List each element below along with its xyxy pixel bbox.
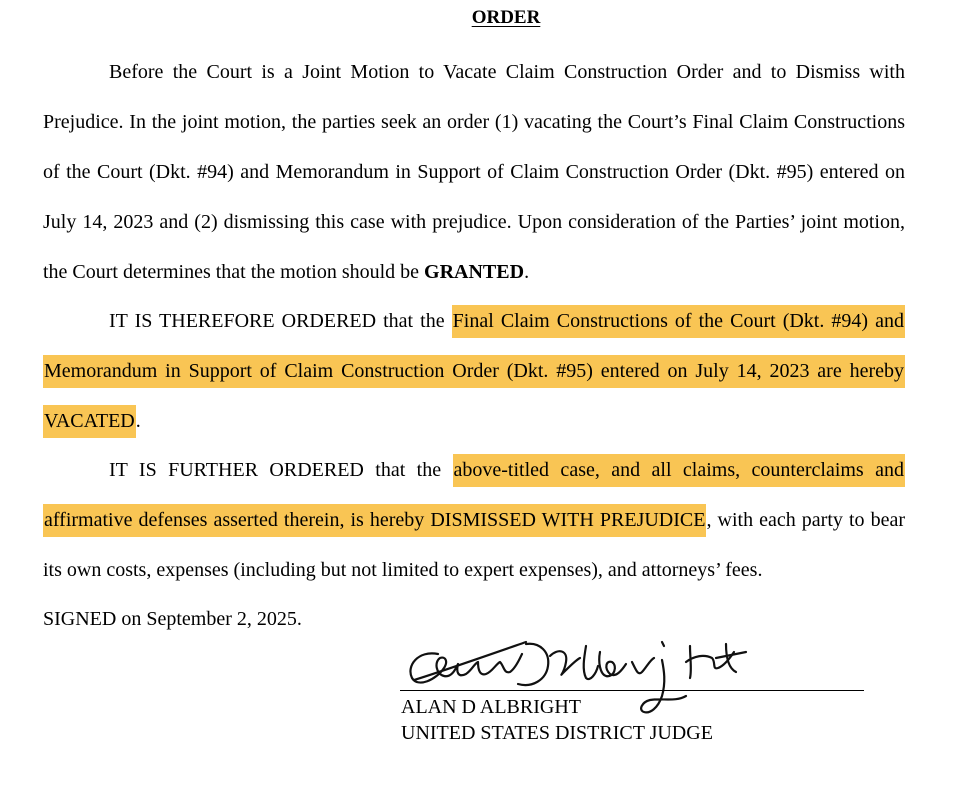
vacate-highlight: Final Claim Constructions of the Court (Dkt. #94) and Memorandum in Support of Claim Construction Order (Dkt. #95) entered on July 14, 2023 are hereby VACATED: [43, 305, 905, 438]
vacate-order-lead: IT IS THEREFORE ORDERED that the: [109, 310, 452, 332]
judge-title: UNITED STATES DISTRICT JUDGE: [401, 722, 713, 744]
dismiss-order-lead: IT IS FURTHER ORDERED that the: [109, 459, 453, 481]
paragraph-dismiss-order: [43, 445, 905, 595]
signature-block: [400, 622, 870, 762]
dismiss-order-end: , with each party to bear its own costs, expenses (including but not limited to expert expenses), and attorneys’ fees.: [43, 509, 905, 581]
paragraph-motion-end: .: [524, 261, 530, 283]
granted-text: GRANTED: [424, 261, 525, 283]
paragraph-vacate-order: [43, 296, 905, 446]
signed-date: SIGNED on September 2, 2025.: [43, 608, 302, 630]
paragraph-motion-text: Before the Court is a Joint Motion to Vacate Claim Construction Order and to Dismiss with Prejudice. In the joint motion, the parties seek an order (1) vacating the Court’s Final Claim Constructions of the Court (Dkt. #94) and Memorandum in Support of Claim Construction Order (Dkt. #95) entered on July 14, 2023 and (2) dismissing this case with prejudice. Upon consideration of the Parties’ joint motion, the Court determines that the motion should be: [43, 61, 905, 283]
order-title: ORDER: [471, 7, 541, 28]
dismiss-highlight: above-titled case, and all claims, counterclaims and affirmative defenses asserted therein, is hereby DISMISSED WITH PREJUDICE: [43, 454, 905, 537]
signature-line: [400, 690, 864, 691]
judge-name: ALAN D ALBRIGHT: [401, 696, 581, 718]
paragraph-motion: [43, 47, 905, 297]
vacate-order-end: .: [135, 410, 141, 432]
